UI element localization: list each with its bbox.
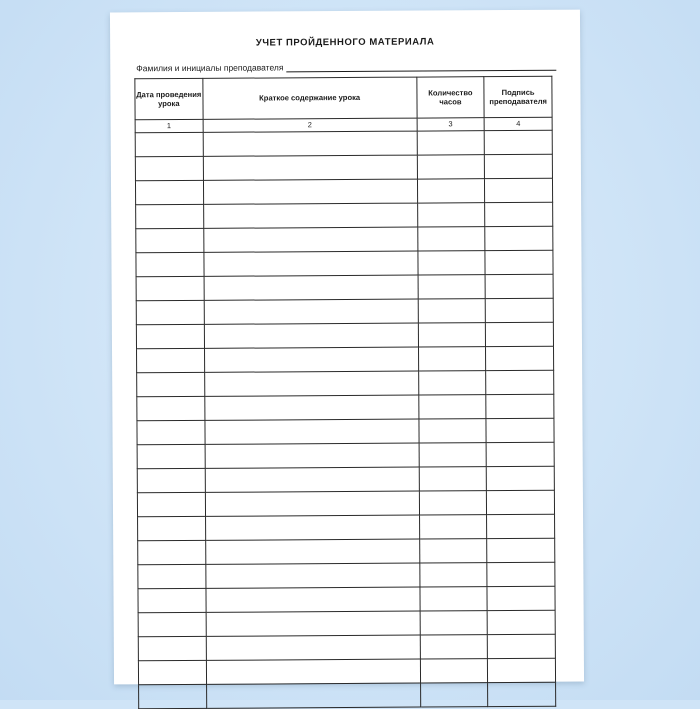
- cell-content[interactable]: [205, 515, 419, 540]
- cell-content[interactable]: [205, 443, 419, 468]
- column-header-date: Дата проведения урока: [135, 78, 203, 119]
- cell-signature[interactable]: [484, 130, 552, 154]
- table-row: [136, 226, 553, 253]
- cell-content[interactable]: [205, 539, 419, 564]
- cell-content[interactable]: [204, 299, 418, 324]
- column-number-3: 3: [417, 118, 485, 131]
- cell-signature[interactable]: [486, 346, 554, 370]
- teacher-name-label: Фамилия и инициалы преподавателя: [136, 62, 283, 73]
- table-row: [137, 418, 554, 445]
- cell-date[interactable]: [135, 132, 203, 156]
- cell-hours[interactable]: [419, 491, 487, 515]
- cell-date[interactable]: [137, 396, 205, 420]
- cell-signature[interactable]: [487, 586, 555, 610]
- table-row: [135, 154, 552, 181]
- table-row: [137, 442, 554, 469]
- cell-content[interactable]: [203, 155, 417, 180]
- cell-hours[interactable]: [419, 467, 487, 491]
- cell-hours[interactable]: [419, 419, 487, 443]
- column-number-4: 4: [484, 117, 552, 130]
- cell-hours[interactable]: [417, 179, 485, 203]
- cell-signature[interactable]: [485, 226, 553, 250]
- table-row: [136, 274, 553, 301]
- cell-hours[interactable]: [420, 659, 488, 683]
- cell-date[interactable]: [136, 324, 204, 348]
- table-row: [137, 490, 554, 517]
- table-row: [138, 634, 555, 661]
- cell-date[interactable]: [138, 636, 206, 660]
- cell-hours[interactable]: [417, 203, 485, 227]
- cell-content[interactable]: [205, 563, 419, 588]
- cell-date[interactable]: [138, 540, 206, 564]
- cell-content[interactable]: [204, 395, 418, 420]
- page-title: УЧЕТ ПРОЙДЕННОГО МАТЕРИАЛА: [134, 36, 556, 50]
- column-number-1: 1: [135, 119, 203, 132]
- cell-content[interactable]: [203, 203, 417, 228]
- column-header-signature: Подпись преподавателя: [484, 76, 552, 117]
- cell-date[interactable]: [136, 276, 204, 300]
- table-row: [135, 178, 552, 205]
- cell-date[interactable]: [136, 300, 204, 324]
- cell-hours[interactable]: [420, 587, 488, 611]
- cell-hours[interactable]: [418, 395, 486, 419]
- cell-signature[interactable]: [487, 538, 555, 562]
- cell-date[interactable]: [135, 180, 203, 204]
- column-header-hours: Количество часов: [416, 77, 484, 118]
- cell-date[interactable]: [139, 684, 207, 708]
- cell-content[interactable]: [203, 131, 417, 156]
- table-header: [135, 76, 552, 133]
- table-row: [138, 514, 555, 541]
- cell-hours[interactable]: [420, 611, 488, 635]
- cell-signature[interactable]: [488, 682, 556, 706]
- cell-content[interactable]: [206, 683, 420, 708]
- cell-date[interactable]: [136, 204, 204, 228]
- cell-signature[interactable]: [487, 610, 555, 634]
- cell-hours[interactable]: [418, 371, 486, 395]
- cell-date[interactable]: [138, 612, 206, 636]
- cell-content[interactable]: [203, 179, 417, 204]
- cell-content[interactable]: [204, 371, 418, 396]
- page-content: [134, 36, 560, 709]
- cell-signature[interactable]: [485, 274, 553, 298]
- cell-hours[interactable]: [418, 299, 486, 323]
- cell-hours[interactable]: [420, 635, 488, 659]
- table-row: [136, 298, 553, 325]
- teacher-name-rule: [286, 61, 556, 73]
- cell-hours[interactable]: [419, 515, 487, 539]
- cell-hours[interactable]: [420, 683, 488, 707]
- cell-signature[interactable]: [487, 514, 555, 538]
- cell-signature[interactable]: [487, 466, 555, 490]
- cell-content[interactable]: [204, 323, 418, 348]
- cell-hours[interactable]: [417, 131, 485, 155]
- cell-hours[interactable]: [417, 227, 485, 251]
- cell-signature[interactable]: [488, 634, 556, 658]
- cell-content[interactable]: [206, 635, 420, 660]
- cell-content[interactable]: [203, 227, 417, 252]
- cell-hours[interactable]: [417, 155, 485, 179]
- cell-date[interactable]: [135, 156, 203, 180]
- cell-date[interactable]: [137, 468, 205, 492]
- column-number-2: 2: [203, 118, 417, 132]
- table-row: [136, 250, 553, 277]
- cell-hours[interactable]: [419, 563, 487, 587]
- cell-signature[interactable]: [485, 154, 553, 178]
- cell-signature[interactable]: [486, 394, 554, 418]
- table-row: [137, 394, 554, 421]
- cell-signature[interactable]: [486, 418, 554, 442]
- cell-date[interactable]: [137, 420, 205, 444]
- table-row: [137, 346, 554, 373]
- table-row: [139, 682, 556, 709]
- cell-signature[interactable]: [485, 178, 553, 202]
- table-row: [135, 130, 552, 157]
- cell-signature[interactable]: [486, 322, 554, 346]
- cell-date[interactable]: [136, 252, 204, 276]
- cell-signature[interactable]: [485, 250, 553, 274]
- cell-content[interactable]: [205, 467, 419, 492]
- column-header-content: Краткое содержание урока: [203, 77, 417, 119]
- cell-signature[interactable]: [488, 658, 556, 682]
- cell-hours[interactable]: [419, 443, 487, 467]
- cell-signature[interactable]: [486, 370, 554, 394]
- cell-hours[interactable]: [418, 251, 486, 275]
- table-body: [135, 130, 556, 709]
- cell-hours[interactable]: [418, 275, 486, 299]
- cell-hours[interactable]: [418, 323, 486, 347]
- cell-date[interactable]: [138, 660, 206, 684]
- cell-date[interactable]: [138, 516, 206, 540]
- cell-signature[interactable]: [485, 202, 553, 226]
- cell-signature[interactable]: [486, 442, 554, 466]
- table-row: [138, 538, 555, 565]
- cell-content[interactable]: [204, 251, 418, 276]
- cell-signature[interactable]: [487, 562, 555, 586]
- cell-signature[interactable]: [486, 298, 554, 322]
- cell-date[interactable]: [138, 588, 206, 612]
- cell-content[interactable]: [204, 275, 418, 300]
- cell-hours[interactable]: [419, 539, 487, 563]
- table-row: [136, 322, 553, 349]
- cell-date[interactable]: [137, 372, 205, 396]
- cell-content[interactable]: [206, 587, 420, 612]
- cell-date[interactable]: [137, 444, 205, 468]
- cell-signature[interactable]: [487, 490, 555, 514]
- cell-date[interactable]: [138, 564, 206, 588]
- table-row: [136, 202, 553, 229]
- cell-content[interactable]: [205, 419, 419, 444]
- table-row: [137, 466, 554, 493]
- table-row: [138, 658, 555, 685]
- table-row: [138, 562, 555, 589]
- table-row: [137, 370, 554, 397]
- cell-date[interactable]: [136, 228, 204, 252]
- document-page: [110, 10, 584, 685]
- lesson-log-table: [134, 76, 556, 709]
- cell-content[interactable]: [206, 611, 420, 636]
- cell-content[interactable]: [206, 659, 420, 684]
- teacher-name-field[interactable]: [134, 61, 556, 74]
- table-row: [138, 610, 555, 637]
- table-row: [138, 586, 555, 613]
- cell-content[interactable]: [205, 491, 419, 516]
- cell-content[interactable]: [204, 347, 418, 372]
- cell-date[interactable]: [137, 492, 205, 516]
- cell-date[interactable]: [137, 348, 205, 372]
- cell-hours[interactable]: [418, 347, 486, 371]
- table-header-row: [135, 76, 552, 120]
